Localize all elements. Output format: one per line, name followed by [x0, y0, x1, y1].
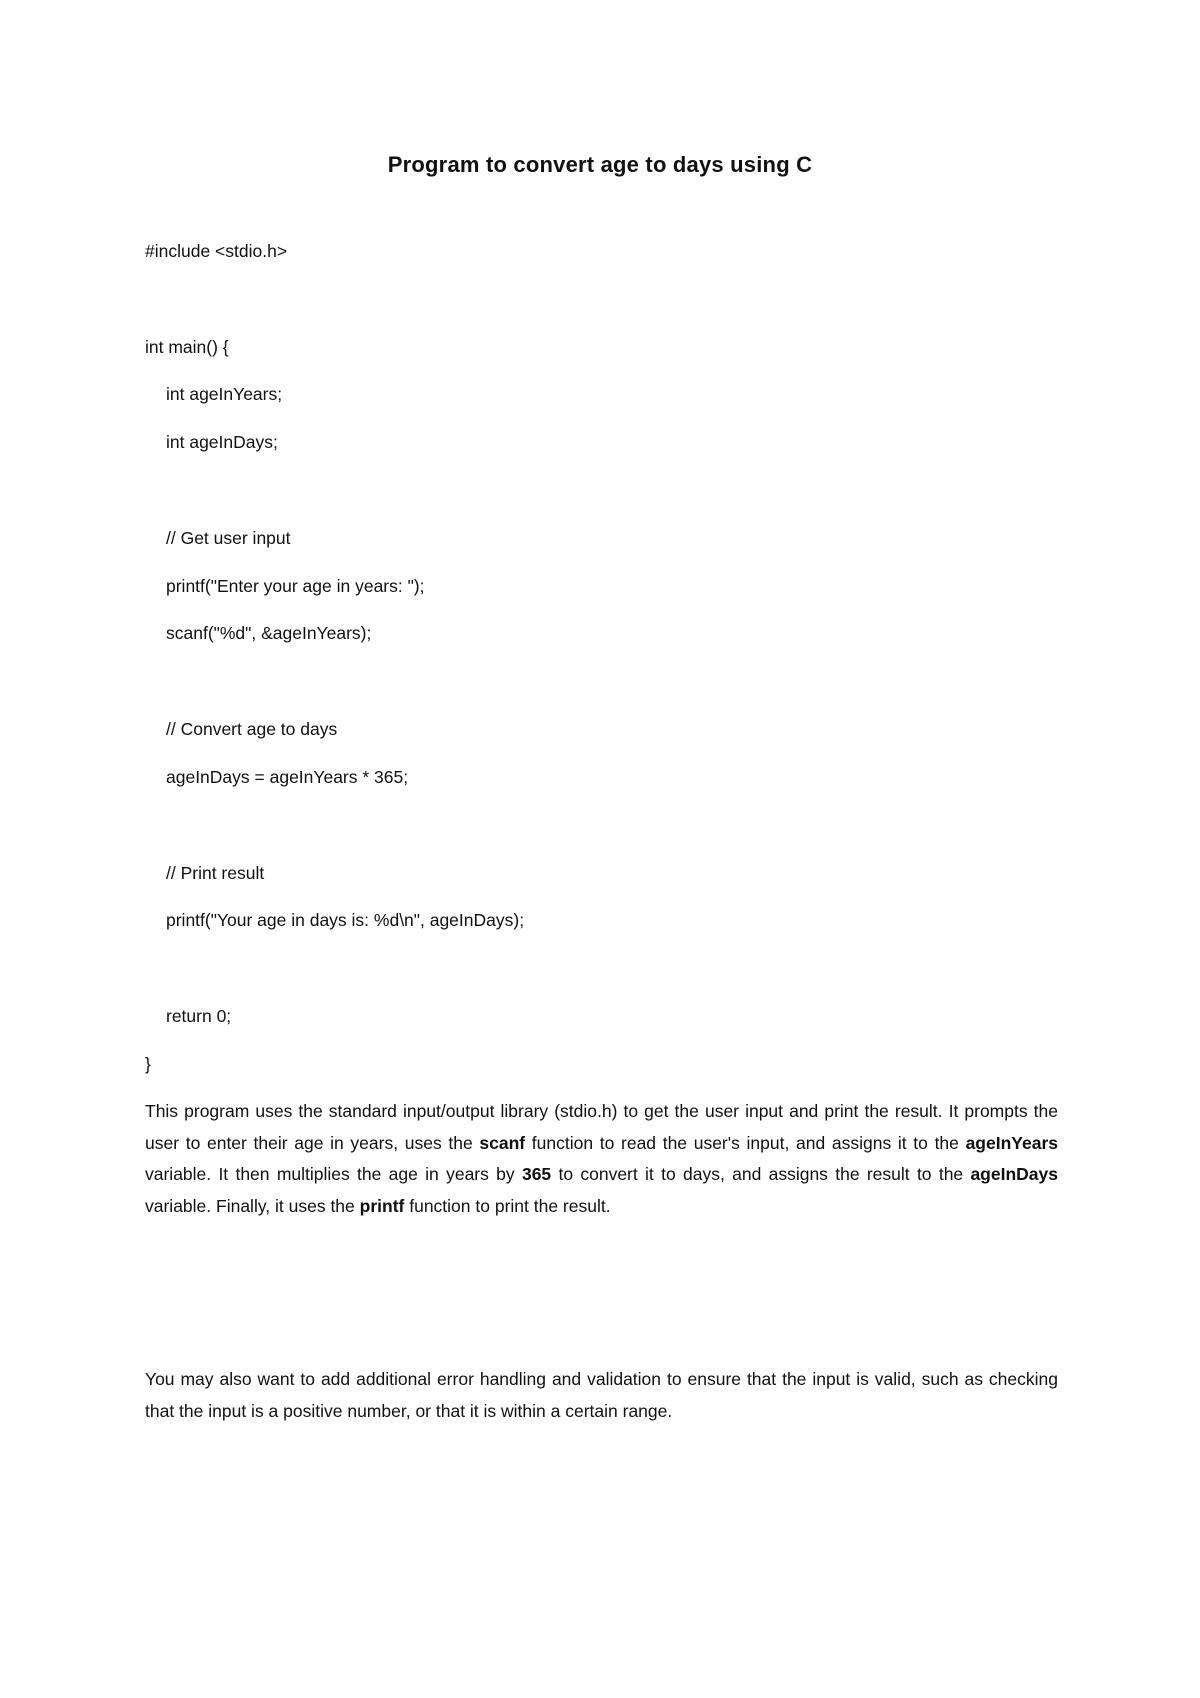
code-line-multiply: ageInDays = ageInYears * 365; [166, 767, 409, 787]
code-line-scanf: scanf("%d", &ageInYears); [166, 623, 372, 643]
explanation-text-1: This program uses the standard input/output library (stdio.h) to get the user input and print the result. It prompts the user to enter their age in years, uses the [145, 1101, 1058, 1153]
page-title: Program to convert age to days using C [387, 152, 813, 177]
code-line-comment-print: // Print result [166, 863, 265, 883]
code-line-printf-prompt: printf("Enter your age in years: "); [166, 576, 425, 596]
explanation-keyword-365: 365 [521, 1164, 552, 1184]
code-line-comment-input: // Get user input [166, 528, 291, 548]
code-line-return: return 0; [166, 1006, 232, 1026]
explanation-text-2: function to read the user's input, and assigns it to the [525, 1132, 966, 1153]
explanation-paragraph [145, 1096, 1058, 1222]
explanation-keyword-scanf: scanf [479, 1132, 526, 1153]
code-line-main-open: int main() { [145, 337, 229, 357]
note-paragraph: You may also want to add additional error handling and validation to ensure that the input is valid, such as checking that the input is a positive number, or that it is within a certain range. [145, 1369, 1058, 1421]
explanation-text-4: to convert it to days, and assigns the result to the [551, 1164, 971, 1184]
explanation-keyword-ageinyears: ageInYears [965, 1132, 1058, 1153]
code-line-printf-result: printf("Your age in days is: %d\n", ageInDays); [166, 910, 525, 930]
code-line-decl-days: int ageInDays; [166, 432, 278, 452]
explanation-text-5: variable. Finally, it uses the [145, 1195, 360, 1216]
code-line-comment-convert: // Convert age to days [166, 719, 338, 739]
code-line-main-close: } [145, 1054, 151, 1074]
explanation-keyword-printf: printf [359, 1195, 405, 1216]
explanation-text-6: function to print the result. [404, 1195, 611, 1216]
code-line-decl-years: int ageInYears; [166, 384, 283, 404]
code-line-include: #include <stdio.h> [145, 241, 288, 261]
explanation-text-3: variable. It then multiplies the age in years by [145, 1164, 522, 1184]
explanation-keyword-ageindays: ageInDays [970, 1164, 1058, 1184]
